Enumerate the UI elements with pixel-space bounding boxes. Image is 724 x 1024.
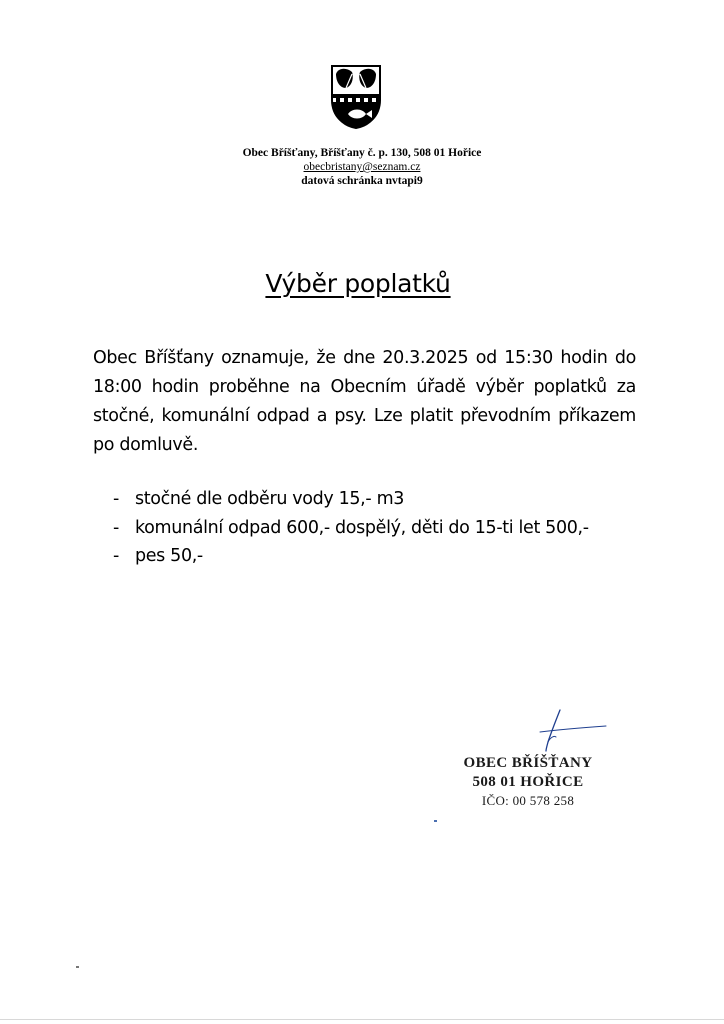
fee-text: komunální odpad 600,- dospělý, děti do 15-ti let 500,- [135, 517, 589, 538]
page-edge [0, 1019, 724, 1020]
document-title: Výběr poplatků [265, 269, 451, 298]
fee-item-waste [113, 514, 613, 543]
fee-text: stočné dle odběru vody 15,- m3 [135, 489, 405, 509]
databox-line: datová schránka nvtapi9 [301, 175, 423, 187]
list-dash: - [113, 489, 119, 509]
ink-speck [76, 966, 79, 968]
fee-text: pes 50,- [135, 546, 203, 566]
official-stamp [448, 754, 608, 809]
address-line: Obec Bříšťany, Bříšťany č. p. 130, 508 01 Hořice [242, 147, 482, 159]
stamp-ico: IČO: 00 578 258 [481, 793, 575, 808]
stamp-postcode: 508 01 HOŘICE [472, 774, 584, 790]
list-dash: - [113, 517, 119, 538]
list-dash: - [113, 546, 119, 566]
letterhead [0, 146, 724, 188]
ink-speck [434, 820, 437, 822]
fee-list [113, 485, 613, 571]
signature-icon [538, 708, 608, 752]
stamp-municipality: OBEC BŘÍŠŤANY [463, 755, 593, 771]
coat-of-arms-icon [330, 64, 382, 130]
announcement-paragraph: Obec Bříšťany oznamuje, že dne 20.3.2025 od 15:30 hodin do 18:00 hodin proběhne na Obecním úřadě výběr poplatků za stočné, komunální odpad a psy. Lze platit převodním příkazem po domluvě. [93, 348, 636, 455]
fee-item-dog [113, 542, 613, 571]
email-link[interactable]: obecbristany@seznam.cz [303, 161, 421, 173]
fee-item-sewage [113, 485, 613, 514]
